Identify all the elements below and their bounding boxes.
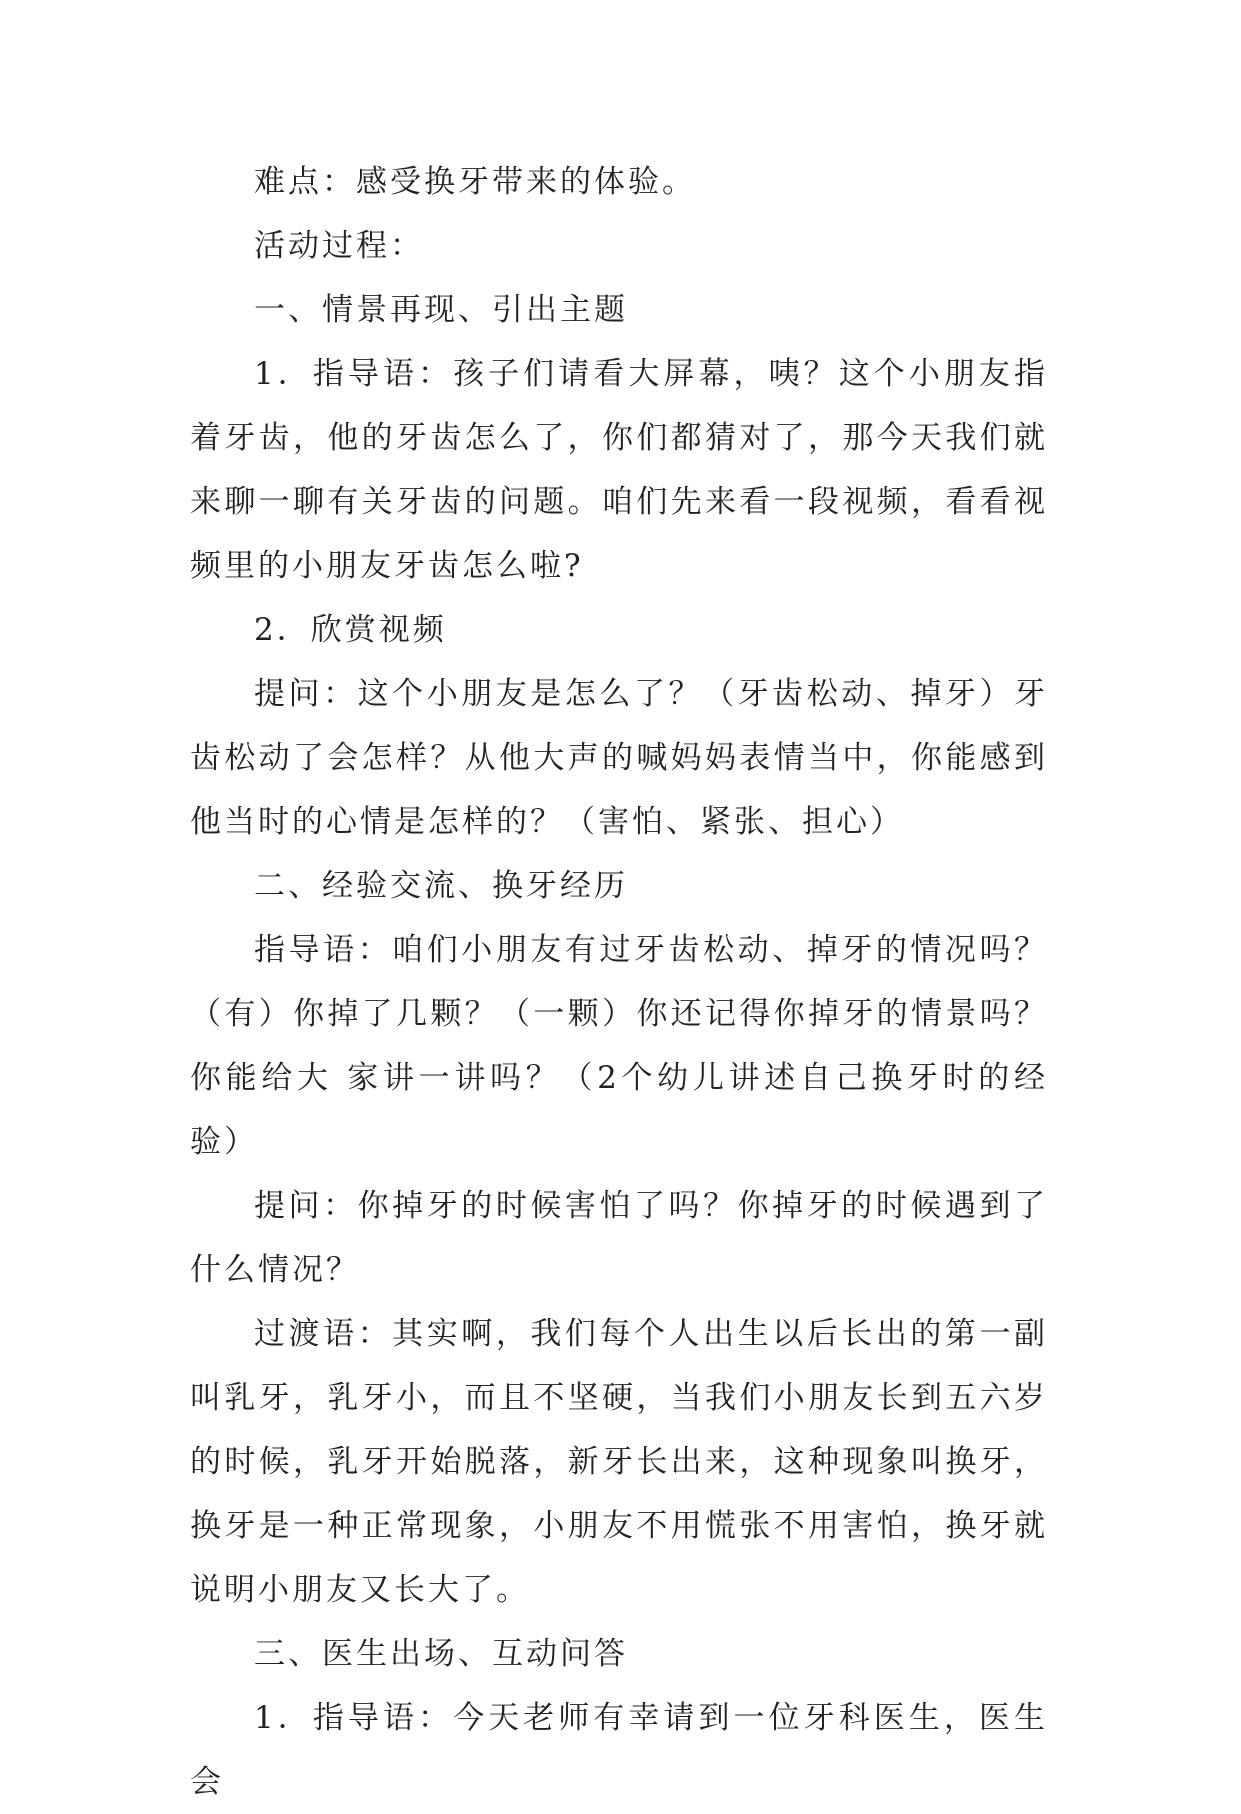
paragraph-guide-2: 指导语：咱们小朋友有过牙齿松动、掉牙的情况吗？（有）你掉了几颗？（一颗）你还记得你掉牙的情景吗？你能给大 家讲一讲吗？（2个幼儿讲述自己换牙时的经验）	[190, 932, 1048, 1160]
paragraph-process-heading: 活动过程：	[254, 228, 424, 264]
paragraph-guide-1: 1．指导语：孩子们请看大屏幕，咦？这个小朋友指着牙齿，他的牙齿怎么了，你们都猜对了，那今天我们就来聊一聊有关牙齿的问题。咱们先来看一段视频，看看视频里的小朋友牙齿怎么啦?	[190, 356, 1048, 584]
paragraph-question-1: 提问：这个小朋友是怎么了？（牙齿松动、掉牙）牙齿松动了会怎样？从他大声的喊妈妈表情当中，你能感到他当时的心情是怎样的？（害怕、紧张、担心）	[190, 676, 1048, 840]
section-heading-3: 三、医生出场、互动问答	[254, 1636, 628, 1672]
paragraph-watch-video: 2．欣赏视频	[254, 612, 447, 648]
paragraph-question-2: 提问：你掉牙的时候害怕了吗？你掉牙的时候遇到了什么情况？	[190, 1188, 1048, 1288]
paragraph-difficulty: 难点：感受换牙带来的体验。	[254, 164, 696, 200]
paragraph-guide-3: 1．指导语：今天老师有幸请到一位牙科医生，医生会	[190, 1700, 1048, 1800]
paragraph-transition: 过渡语：其实啊，我们每个人出生以后长出的第一副叫乳牙，乳牙小，而且不坚硬，当我们小朋友长到五六岁的时候，乳牙开始脱落，新牙长出来，这种现象叫换牙，换牙是一种正常现象，小朋友不用慌张不用害怕，换牙就说明小朋友又长大了。	[190, 1316, 1048, 1608]
section-heading-1: 一、情景再现、引出主题	[254, 292, 628, 328]
document-body	[190, 150, 1048, 1814]
section-heading-2: 二、经验交流、换牙经历	[254, 868, 628, 904]
